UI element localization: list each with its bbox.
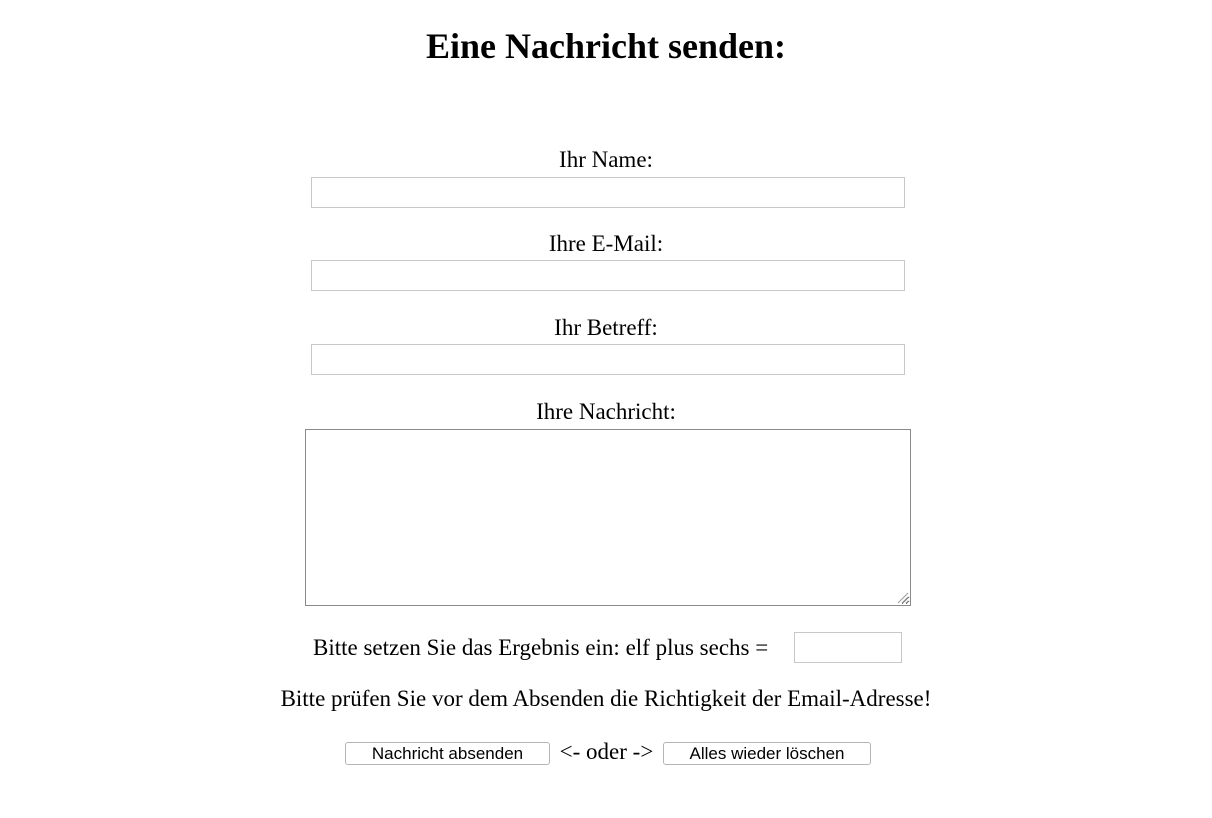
submit-button[interactable]: Nachricht absenden: [345, 742, 550, 765]
email-input[interactable]: [311, 260, 905, 291]
message-label: Ihre Nachricht:: [536, 399, 676, 424]
email-label: Ihre E-Mail:: [548, 231, 664, 256]
subject-input[interactable]: [311, 344, 905, 375]
subject-label: Ihr Betreff:: [554, 315, 658, 340]
reset-button[interactable]: Alles wieder löschen: [663, 742, 871, 765]
email-notice: Bitte prüfen Sie vor dem Absenden die Richtigkeit der Email-Adresse!: [280, 686, 932, 711]
captcha-row: [313, 632, 768, 663]
name-input[interactable]: [311, 177, 905, 208]
message-textarea[interactable]: [305, 429, 911, 606]
name-label: Ihr Name:: [559, 147, 653, 172]
captcha-input[interactable]: [794, 632, 902, 663]
or-separator: <- oder ->: [559, 739, 654, 764]
captcha-label: Bitte setzen Sie das Ergebnis ein: elf plus sechs =: [313, 635, 769, 660]
page-title: Eine Nachricht senden:: [426, 26, 786, 66]
